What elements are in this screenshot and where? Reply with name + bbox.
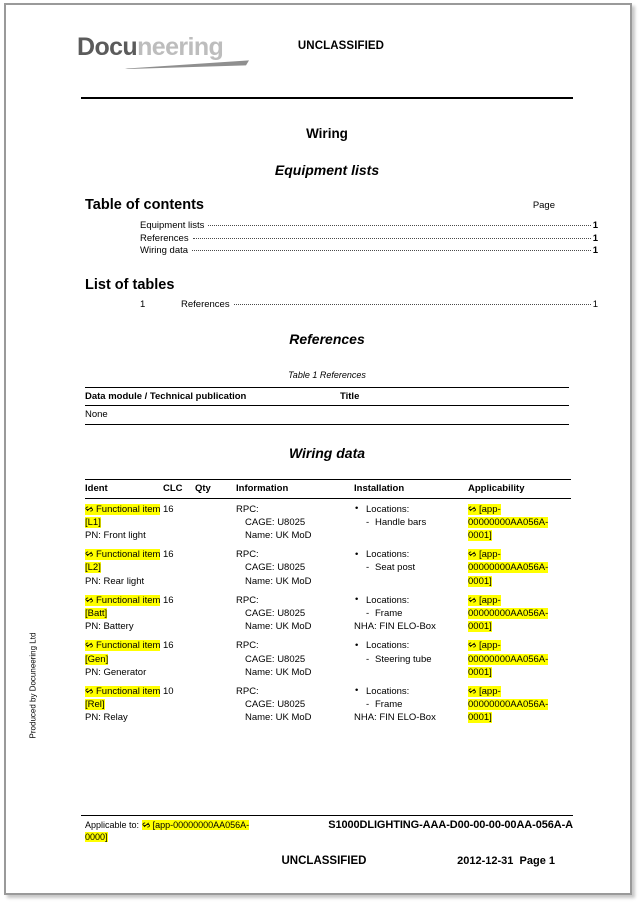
ident-link-label: Functional item [Batt] <box>85 594 161 619</box>
table-number: 1 <box>140 299 146 310</box>
toc-entry[interactable] <box>140 245 598 258</box>
toc-entry-page: 1 <box>592 245 598 257</box>
applicability-link[interactable] <box>468 595 548 632</box>
references-table-caption: Table 1 References <box>288 370 366 380</box>
table-row <box>85 590 571 636</box>
toc-page-column-label: Page <box>532 200 555 211</box>
info-cage: CAGE: U8025 <box>245 607 306 619</box>
installation-locations-label: • Locations: <box>354 548 468 561</box>
toc-entry[interactable] <box>140 233 598 246</box>
toc-entry-label: Equipment lists <box>140 220 205 231</box>
info-title: RPC: <box>236 640 259 652</box>
link-icon <box>468 596 477 604</box>
installation-locations-label: • Locations: <box>354 639 468 652</box>
logo-swoosh-icon <box>125 60 249 69</box>
info-title: RPC: <box>236 503 259 515</box>
cell-applicability <box>468 639 571 679</box>
toc-list <box>140 220 598 258</box>
installation-location-item: - Frame <box>354 698 468 711</box>
info-title: RPC: <box>236 549 259 561</box>
references-cell-datamodule: None <box>85 409 108 420</box>
table-row <box>85 406 569 425</box>
table-row <box>85 499 571 545</box>
info-cage: CAGE: U8025 <box>245 562 306 574</box>
list-of-tables-heading: List of tables <box>85 277 175 293</box>
applicability-label: [app-00000000AA056A-0001] <box>468 503 549 541</box>
cell-applicability <box>468 548 571 588</box>
ident-link[interactable] <box>85 549 160 573</box>
cell-information <box>236 639 354 679</box>
footer-applicable-to <box>85 819 265 843</box>
toc-entry[interactable] <box>140 220 598 233</box>
toc-entry-page: 1 <box>592 220 598 231</box>
info-name: Name: UK MoD <box>245 666 312 678</box>
link-icon <box>468 687 477 695</box>
info-title: RPC: <box>236 685 259 697</box>
references-table-header-row <box>85 387 569 406</box>
info-title: RPC: <box>236 594 259 606</box>
references-table <box>85 387 569 425</box>
cell-applicability <box>468 594 571 634</box>
link-icon <box>468 505 477 513</box>
references-col-datamodule: Data module / Technical publication <box>85 391 247 402</box>
cell-ident <box>85 685 163 725</box>
page-subtitle: Equipment lists <box>274 162 380 178</box>
cell-qty <box>195 685 236 725</box>
footer-applicable-value: [app-00000000AA056A-0000] <box>85 820 250 842</box>
applicability-link[interactable] <box>468 549 548 586</box>
installation-location-item: - Seat post <box>354 561 468 574</box>
applicability-link[interactable] <box>468 686 548 723</box>
info-name: Name: UK MoD <box>245 575 312 587</box>
section-heading-references: References <box>289 331 365 347</box>
installation-location-item: - Frame <box>354 607 468 620</box>
ident-link[interactable] <box>85 595 160 619</box>
ident-link-label: Functional item [Rel] <box>85 685 161 711</box>
wiring-col-qty: Qty <box>195 483 211 494</box>
wiring-data-table <box>85 479 571 727</box>
cell-qty <box>195 594 236 634</box>
cell-clc: 16 <box>163 594 174 606</box>
cell-clc: 16 <box>163 640 174 652</box>
link-icon <box>85 596 94 604</box>
header-rule <box>81 97 573 99</box>
ident-part-number: PN: Generator <box>85 666 147 678</box>
classification-banner-top: UNCLASSIFIED <box>297 40 385 52</box>
wiring-table-header-row <box>85 479 571 499</box>
cell-installation <box>354 594 468 634</box>
wiring-col-installation: Installation <box>354 483 405 494</box>
info-cage: CAGE: U8025 <box>245 653 306 665</box>
cell-ident <box>85 503 163 543</box>
applicability-label: [app-00000000AA056A-0001] <box>468 594 549 633</box>
wiring-col-ident: Ident <box>85 483 108 494</box>
list-of-tables-entry[interactable] <box>140 299 598 312</box>
link-icon <box>85 687 94 695</box>
references-cell-title <box>340 409 569 420</box>
table-row <box>85 635 571 681</box>
installation-locations-label: • Locations: <box>354 685 468 698</box>
toc-leader <box>192 250 591 251</box>
cell-ident <box>85 594 163 634</box>
toc-heading: Table of contents <box>85 197 204 213</box>
cell-installation <box>354 685 468 725</box>
info-name: Name: UK MoD <box>245 621 312 633</box>
ident-part-number: PN: Relay <box>85 712 128 724</box>
ident-link-label: Functional item [Gen] <box>85 640 161 665</box>
section-heading-wiring-data: Wiring data <box>288 445 366 461</box>
link-icon <box>142 821 151 829</box>
page-title: Wiring <box>306 126 348 141</box>
toc-entry-page: 1 <box>592 232 598 244</box>
cell-qty <box>195 503 236 543</box>
table-entry-leader <box>234 304 591 305</box>
installation-location-item: - Handle bars <box>354 516 468 529</box>
cell-installation <box>354 503 468 543</box>
applicability-link[interactable] <box>468 640 548 677</box>
ident-part-number: PN: Rear light <box>85 575 145 587</box>
installation-nha: NHA: FIN ELO-Box <box>354 621 436 633</box>
footer-date-page <box>457 855 555 867</box>
link-icon <box>468 550 477 558</box>
classification-banner-bottom: UNCLASSIFIED <box>281 855 367 867</box>
toc-entry-label: Wiring data <box>140 245 189 257</box>
info-cage: CAGE: U8025 <box>245 516 306 528</box>
info-name: Name: UK MoD <box>245 529 312 541</box>
cell-qty <box>195 639 236 679</box>
ident-link-label: Functional item [L2] <box>85 549 161 574</box>
applicability-label: [app-00000000AA056A-0001] <box>468 685 549 724</box>
cell-clc: 16 <box>163 549 174 561</box>
page-header <box>6 5 630 91</box>
cell-information <box>236 594 354 634</box>
cell-installation <box>354 639 468 679</box>
ident-link[interactable] <box>85 504 160 528</box>
logo-text-secondary: neering <box>137 33 224 61</box>
ident-part-number: PN: Battery <box>85 621 134 633</box>
toc-leader <box>193 238 591 239</box>
cell-applicability <box>468 685 571 725</box>
link-icon <box>85 641 94 649</box>
cell-ident <box>85 639 163 679</box>
link-icon <box>85 550 94 558</box>
ident-link[interactable] <box>85 640 160 664</box>
table-row <box>85 681 571 727</box>
wiring-col-applicability: Applicability <box>468 483 525 494</box>
installation-locations-label: • Locations: <box>354 594 468 607</box>
wiring-col-information: Information <box>236 483 289 494</box>
cell-installation <box>354 548 468 588</box>
ident-link[interactable] <box>85 686 160 710</box>
references-col-title: Title <box>340 391 360 402</box>
cell-applicability <box>468 503 571 543</box>
applicability-label: [app-00000000AA056A-0001] <box>468 549 549 587</box>
footer-rule <box>81 815 573 816</box>
installation-nha: NHA: FIN ELO-Box <box>354 712 436 724</box>
document-page <box>4 3 632 895</box>
ident-part-number: PN: Front light <box>85 529 146 541</box>
footer-date: 2012-12-31 <box>457 855 514 867</box>
logo-text-primary: Docu <box>77 33 138 61</box>
toc-leader <box>208 225 590 226</box>
link-icon <box>85 505 94 513</box>
footer-page-number: Page 1 <box>519 855 555 867</box>
cell-clc: 16 <box>163 503 174 515</box>
table-entry-label: References <box>181 299 230 310</box>
list-of-tables-list <box>140 299 598 312</box>
toc-entry-label: References <box>140 232 189 244</box>
link-icon <box>468 641 477 649</box>
installation-location-item: - Steering tube <box>354 653 468 666</box>
wiring-col-clc: CLC <box>163 483 183 494</box>
applicability-link[interactable] <box>468 504 548 541</box>
cell-clc: 10 <box>163 685 174 697</box>
cell-information <box>236 685 354 725</box>
cell-information <box>236 503 354 543</box>
cell-ident <box>85 548 163 588</box>
ident-link-label: Functional item [L1] <box>85 503 161 528</box>
footer-applicable-label: Applicable to: <box>85 820 140 830</box>
cell-qty <box>195 548 236 588</box>
info-cage: CAGE: U8025 <box>245 699 306 711</box>
side-credit-text: Produced by Docuneering Ltd <box>28 632 38 739</box>
installation-locations-label: • Locations: <box>354 503 468 516</box>
table-entry-page: 1 <box>592 299 598 310</box>
info-name: Name: UK MoD <box>245 712 312 724</box>
table-row <box>85 544 571 590</box>
footer-pm-code: S1000DLIGHTING-AAA-D00-00-00-00AA-056A-A <box>328 819 573 831</box>
applicability-label: [app-00000000AA056A-0001] <box>468 640 549 678</box>
cell-information <box>236 548 354 588</box>
